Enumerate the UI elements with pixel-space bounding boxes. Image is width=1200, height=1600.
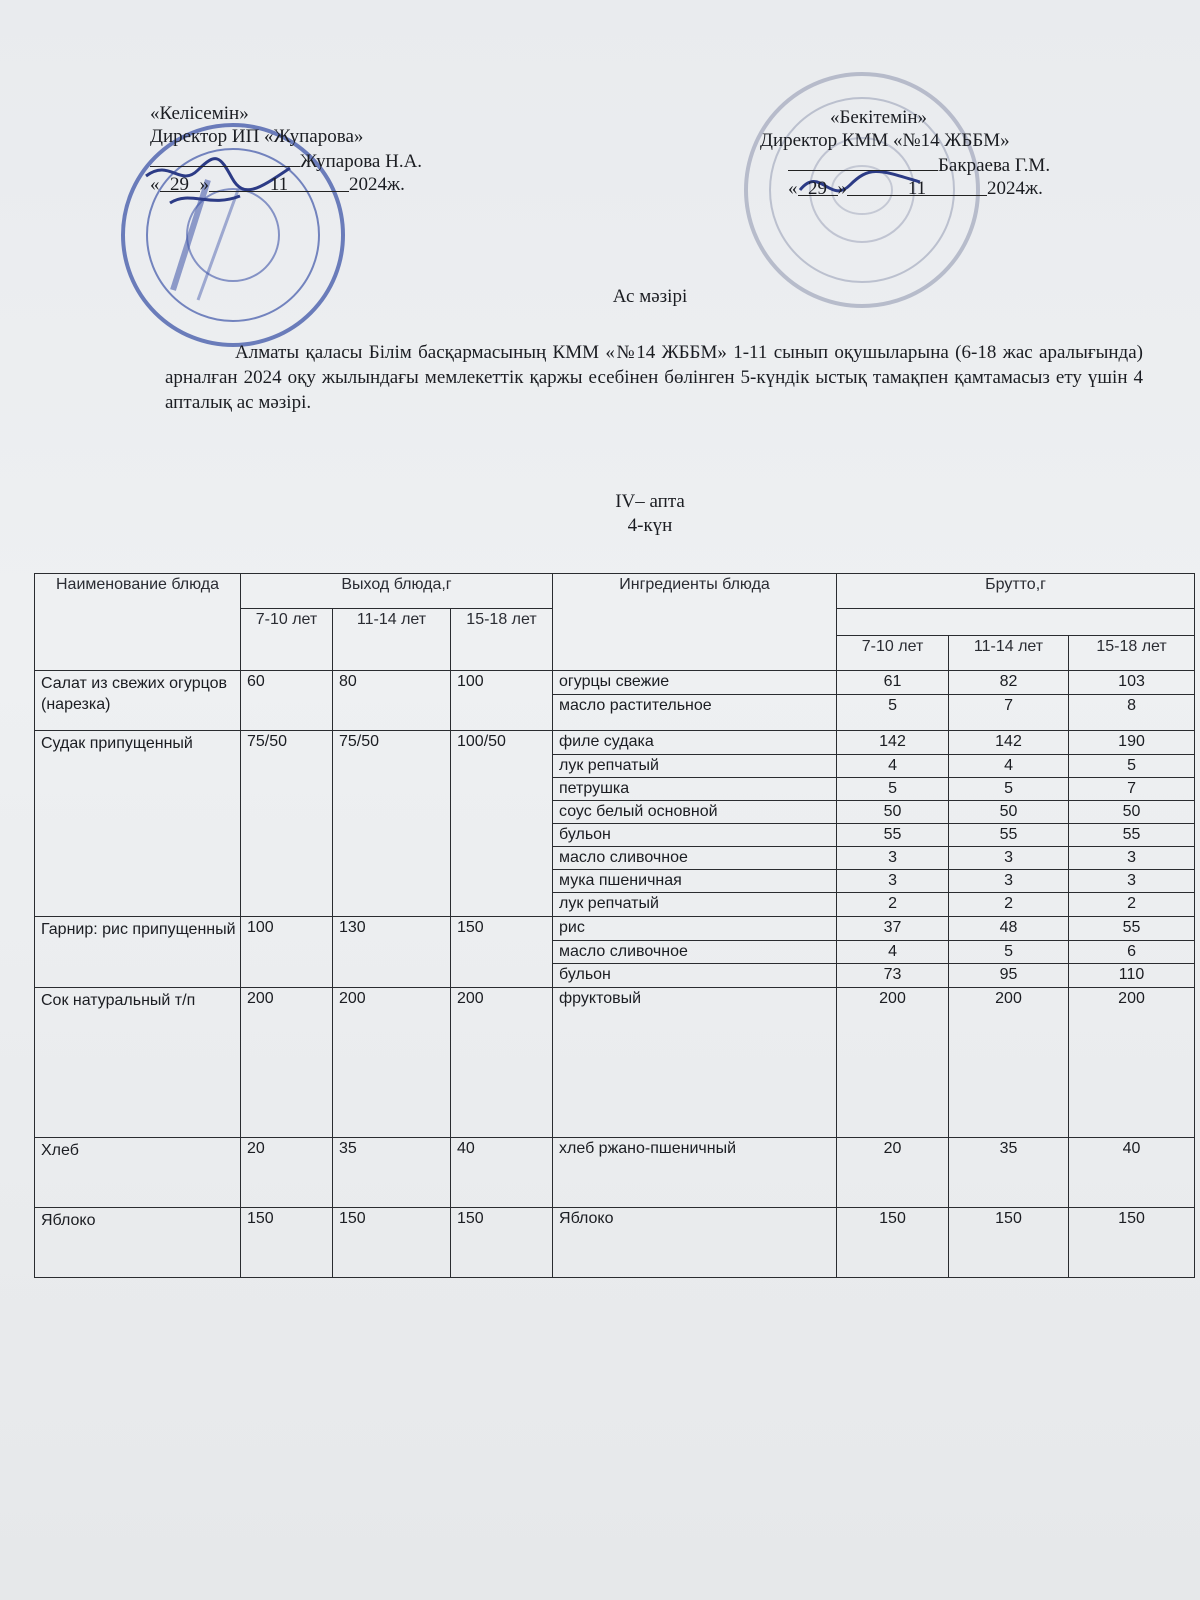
agree-quote-left: « xyxy=(150,174,160,195)
header-brutto-age3: 15-18 лет xyxy=(1069,636,1195,671)
ingredient-name: рис xyxy=(553,917,837,941)
brutto-age1: 200 xyxy=(837,988,949,1138)
ingredient-name: Яблоко xyxy=(553,1208,837,1278)
brutto-age3: 2 xyxy=(1069,893,1195,917)
menu-table-body xyxy=(35,671,1195,1278)
intro-paragraph: Алматы қаласы Білім басқармасының КММ «№14 ЖББМ» 1-11 сынып оқушыларына (6-18 жас аралығында) арналған 2024 оқу жылындағы мемлекеттік қаржы есебінен бөлінген 5-күндік ыстық тамақпен қамтамасыз ету үшін 4 апталық ас мәзірі. xyxy=(165,342,1143,413)
brutto-age3: 6 xyxy=(1069,941,1195,964)
brutto-age2: 142 xyxy=(949,731,1069,755)
brutto-age2: 4 xyxy=(949,755,1069,778)
brutto-age3: 103 xyxy=(1069,671,1195,695)
brutto-age2: 35 xyxy=(949,1138,1069,1208)
ingredient-name: петрушка xyxy=(553,778,837,801)
output-age2: 75/50 xyxy=(333,731,451,917)
brutto-age1: 4 xyxy=(837,941,949,964)
ingredient-name: лук репчатый xyxy=(553,755,837,778)
brutto-age2: 3 xyxy=(949,847,1069,870)
output-age1: 100 xyxy=(241,917,333,988)
brutto-age3: 55 xyxy=(1069,917,1195,941)
ingredient-name: огурцы свежие xyxy=(553,671,837,695)
brutto-age3: 5 xyxy=(1069,755,1195,778)
brutto-age2: 150 xyxy=(949,1208,1069,1278)
brutto-age3: 110 xyxy=(1069,964,1195,988)
output-age1: 150 xyxy=(241,1208,333,1278)
output-age1: 200 xyxy=(241,988,333,1138)
output-age1: 20 xyxy=(241,1138,333,1208)
brutto-age2: 5 xyxy=(949,778,1069,801)
brutto-age2: 82 xyxy=(949,671,1069,695)
table-row xyxy=(35,1138,1195,1208)
ingredient-name: филе судака xyxy=(553,731,837,755)
menu-table xyxy=(34,573,1195,1278)
brutto-age1: 3 xyxy=(837,870,949,893)
agree-year: 2024ж. xyxy=(349,174,405,195)
output-age1: 60 xyxy=(241,671,333,731)
output-age3: 100/50 xyxy=(451,731,553,917)
brutto-age1: 4 xyxy=(837,755,949,778)
brutto-age1: 3 xyxy=(837,847,949,870)
agree-quote-right: » xyxy=(199,174,209,195)
brutto-age2: 2 xyxy=(949,893,1069,917)
agree-sign-line xyxy=(150,148,300,167)
brutto-age3: 55 xyxy=(1069,824,1195,847)
ingredient-name: хлеб ржано-пшеничный xyxy=(553,1138,837,1208)
header-brutto: Брутто,г xyxy=(837,574,1195,609)
brutto-age1: 20 xyxy=(837,1138,949,1208)
brutto-age3: 7 xyxy=(1069,778,1195,801)
brutto-age1: 61 xyxy=(837,671,949,695)
output-age2: 35 xyxy=(333,1138,451,1208)
header-output-age1: 7-10 лет xyxy=(241,609,333,671)
output-age2: 200 xyxy=(333,988,451,1138)
brutto-age3: 40 xyxy=(1069,1138,1195,1208)
agree-block xyxy=(150,102,422,196)
approve-quote-right: » xyxy=(837,178,847,199)
header-dish: Наименование блюда xyxy=(35,574,241,671)
dish-name: Салат из свежих огурцов (нарезка) xyxy=(35,671,241,731)
brutto-age1: 142 xyxy=(837,731,949,755)
document-title: Ас мәзірі xyxy=(612,286,688,307)
approve-sign-line xyxy=(788,152,938,171)
output-age2: 130 xyxy=(333,917,451,988)
ingredient-name: масло сливочное xyxy=(553,941,837,964)
header-brutto-age2: 11-14 лет xyxy=(949,636,1069,671)
day-label: 4-күн xyxy=(627,515,673,536)
output-age3: 150 xyxy=(451,917,553,988)
agree-name: Жупарова Н.А. xyxy=(300,151,423,172)
dish-name: Яблоко xyxy=(35,1208,241,1278)
ingredient-name: соус белый основной xyxy=(553,801,837,824)
week-label: IV– апта xyxy=(615,491,685,512)
output-age3: 100 xyxy=(451,671,553,731)
header-output-age2: 11-14 лет xyxy=(333,609,451,671)
brutto-age1: 37 xyxy=(837,917,949,941)
approve-month: 11 xyxy=(847,177,987,196)
brutto-age1: 2 xyxy=(837,893,949,917)
brutto-age1: 5 xyxy=(837,695,949,731)
agree-position: Директор ИП «Жупарова» xyxy=(150,126,364,147)
brutto-age2: 7 xyxy=(949,695,1069,731)
approve-quote-left: « xyxy=(788,178,798,199)
week-day-heading xyxy=(0,490,1200,538)
brutto-age1: 50 xyxy=(837,801,949,824)
brutto-age2: 5 xyxy=(949,941,1069,964)
dish-name: Судак припущенный xyxy=(35,731,241,917)
header-output-age3: 15-18 лет xyxy=(451,609,553,671)
approve-heading: «Бекітемін» xyxy=(830,107,928,128)
brutto-age2: 48 xyxy=(949,917,1069,941)
approve-block xyxy=(760,106,1050,200)
brutto-age3: 3 xyxy=(1069,870,1195,893)
brutto-age3: 150 xyxy=(1069,1208,1195,1278)
brutto-age2: 95 xyxy=(949,964,1069,988)
header-ingredients: Ингредиенты блюда xyxy=(553,574,837,671)
approve-day: 29 xyxy=(798,177,838,196)
header-output: Выход блюда,г xyxy=(241,574,553,609)
brutto-age3: 8 xyxy=(1069,695,1195,731)
header-brutto-age1: 7-10 лет xyxy=(837,636,949,671)
brutto-age2: 50 xyxy=(949,801,1069,824)
brutto-age1: 55 xyxy=(837,824,949,847)
brutto-age1: 5 xyxy=(837,778,949,801)
table-row xyxy=(35,917,1195,941)
output-age3: 200 xyxy=(451,988,553,1138)
ingredient-name: бульон xyxy=(553,824,837,847)
output-age3: 150 xyxy=(451,1208,553,1278)
brutto-age2: 55 xyxy=(949,824,1069,847)
ingredient-name: масло сливочное xyxy=(553,847,837,870)
table-row xyxy=(35,671,1195,695)
agree-day: 29 xyxy=(160,173,200,192)
output-age2: 80 xyxy=(333,671,451,731)
brutto-age1: 150 xyxy=(837,1208,949,1278)
output-age1: 75/50 xyxy=(241,731,333,917)
ingredient-name: фруктовый xyxy=(553,988,837,1138)
brutto-age1: 73 xyxy=(837,964,949,988)
approve-year: 2024ж. xyxy=(987,178,1043,199)
brutto-age2: 3 xyxy=(949,870,1069,893)
header-brutto-spacer xyxy=(837,609,1195,636)
brutto-age3: 190 xyxy=(1069,731,1195,755)
ingredient-name: мука пшеничная xyxy=(553,870,837,893)
table-row xyxy=(35,1208,1195,1278)
table-row xyxy=(35,731,1195,755)
dish-name: Хлеб xyxy=(35,1138,241,1208)
agree-month: 11 xyxy=(209,173,349,192)
output-age3: 40 xyxy=(451,1138,553,1208)
approve-name: Бакраева Г.М. xyxy=(938,155,1051,176)
ingredient-name: бульон xyxy=(553,964,837,988)
dish-name: Гарнир: рис припущенный xyxy=(35,917,241,988)
table-row xyxy=(35,988,1195,1138)
dish-name: Сок натуральный т/п xyxy=(35,988,241,1138)
brutto-age3: 200 xyxy=(1069,988,1195,1138)
brutto-age2: 200 xyxy=(949,988,1069,1138)
agree-heading: «Келісемін» xyxy=(150,103,249,124)
output-age2: 150 xyxy=(333,1208,451,1278)
ingredient-name: масло растительное xyxy=(553,695,837,731)
ingredient-name: лук репчатый xyxy=(553,893,837,917)
brutto-age3: 3 xyxy=(1069,847,1195,870)
approve-position: Директор КММ «№14 ЖББМ» xyxy=(760,130,1010,151)
brutto-age3: 50 xyxy=(1069,801,1195,824)
